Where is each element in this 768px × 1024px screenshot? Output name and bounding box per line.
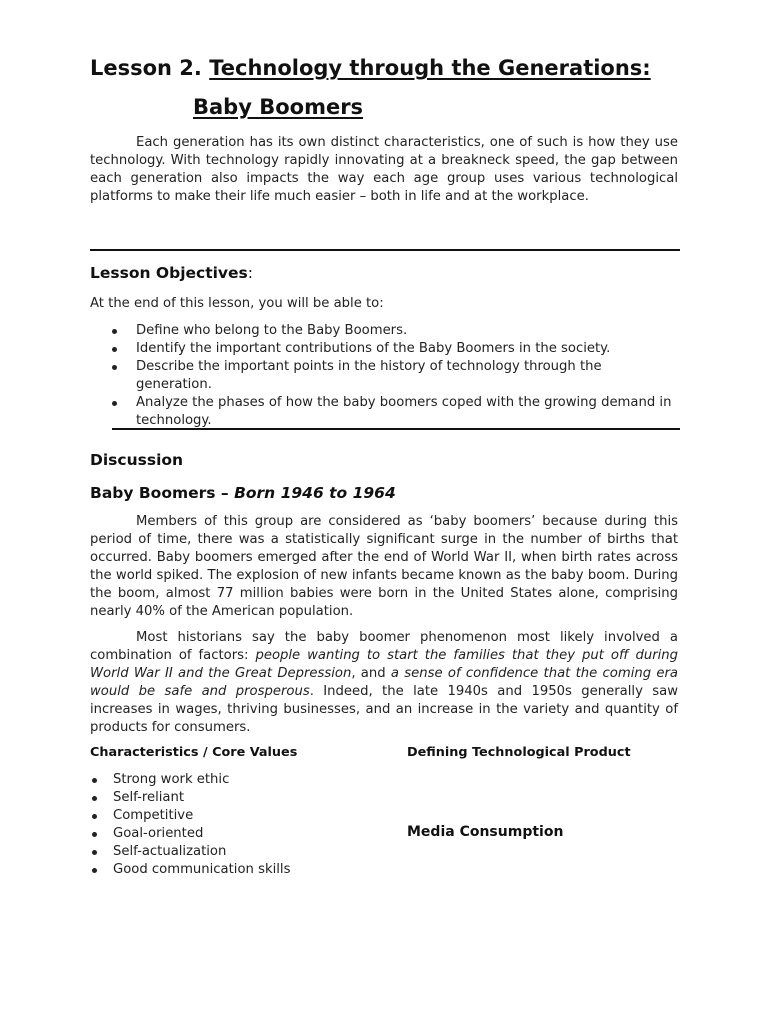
lesson-number: Lesson 2. (90, 56, 210, 80)
list-item (90, 340, 680, 358)
bullet-icon (92, 850, 97, 855)
bullet-icon (92, 796, 97, 801)
paragraph-text: Most historians say the baby boomer phenomenon most likely involved a combination of factors: (90, 630, 678, 663)
paragraph-text: , and (351, 666, 391, 681)
list-item-text: Describe the important points in the history of technology through the generation. (136, 359, 602, 392)
characteristics-heading: Characteristics / Core Values (90, 745, 298, 760)
objectives-heading-colon: : (247, 264, 254, 282)
list-item-text: Good communication skills (113, 862, 291, 877)
divider-bottom (112, 428, 680, 430)
list-item (90, 358, 680, 394)
bullet-icon (112, 365, 117, 370)
paragraph-text: . Indeed, the late 1940s and 1950s generally saw increases in wages, thriving businesses, and an increase in the variety and quantity of products for consumers. (90, 684, 679, 735)
paragraph-text: Members of this group are considered as ‘baby boomers’ because during this period of time, there was a statistically significant surge in the number of births that occurred. Baby boomers emerged after the end of World War II, when birth rates across the world spiked. The explosion of new infants became known as the baby boom. During the boom, almost 77 million babies were born in the United States alone, comprising nearly 40% of the American population. (90, 514, 678, 619)
list-item-text: Identify the important contributions of the Baby Boomers in the society. (136, 341, 611, 356)
lesson-subtitle-text: Baby Boomers (193, 95, 364, 119)
bullet-icon (92, 868, 97, 873)
bullet-icon (112, 401, 117, 406)
bullet-icon (112, 347, 117, 352)
discussion-paragraph-2 (90, 629, 678, 737)
subheading-italic: Born 1946 to 1964 (234, 484, 396, 502)
list-item (90, 322, 680, 340)
list-item (90, 394, 680, 430)
list-item-text: Define who belong to the Baby Boomers. (136, 323, 408, 338)
list-item-text: Self-actualization (113, 844, 227, 859)
bullet-icon (92, 832, 97, 837)
discussion-heading: Discussion (90, 451, 184, 469)
objectives-heading-text: Lesson Objectives (90, 264, 248, 282)
list-item (90, 861, 350, 879)
objectives-heading (90, 264, 253, 282)
bullet-icon (112, 329, 117, 334)
media-consumption-heading: Media Consumption (407, 824, 564, 840)
intro-paragraph-text: Each generation has its own distinct characteristics, one of such is how they use technology. With technology rapidly innovating at a breakneck speed, the gap between each generation also impacts the way each age group uses various technological platforms to make their life much easier – both in life and at the workplace. (90, 135, 678, 204)
list-item-text: Self-reliant (113, 790, 185, 805)
list-item (90, 825, 350, 843)
lesson-subtitle (193, 95, 363, 119)
intro-paragraph (90, 134, 678, 206)
divider-top (90, 249, 680, 251)
paragraph-italic-text: people wanting to start the families that they put off during World War II and the Great Depression (90, 648, 679, 681)
list-item-text: Competitive (113, 808, 194, 823)
discussion-paragraph-1 (90, 513, 678, 621)
list-item-text: Goal-oriented (113, 826, 204, 841)
characteristics-list (90, 771, 350, 879)
list-item (90, 807, 350, 825)
list-item (90, 843, 350, 861)
objectives-list (90, 322, 680, 430)
list-item-text: Strong work ethic (113, 772, 230, 787)
paragraph-italic-text: a sense of confidence that the coming era would be safe and prosperous (90, 666, 679, 699)
list-item (90, 771, 350, 789)
lesson-title (90, 56, 651, 80)
lesson-title-main: Technology through the Generations: (209, 56, 651, 80)
list-item-text: Analyze the phases of how the baby boomers coped with the growing demand in technology. (136, 395, 672, 428)
objectives-intro: At the end of this lesson, you will be able to: (90, 296, 384, 311)
bullet-icon (92, 778, 97, 783)
subheading-text: Baby Boomers – (90, 484, 235, 502)
list-item (90, 789, 350, 807)
section-subheading (90, 484, 396, 502)
bullet-icon (92, 814, 97, 819)
defining-product-heading: Defining Technological Product (407, 745, 631, 760)
